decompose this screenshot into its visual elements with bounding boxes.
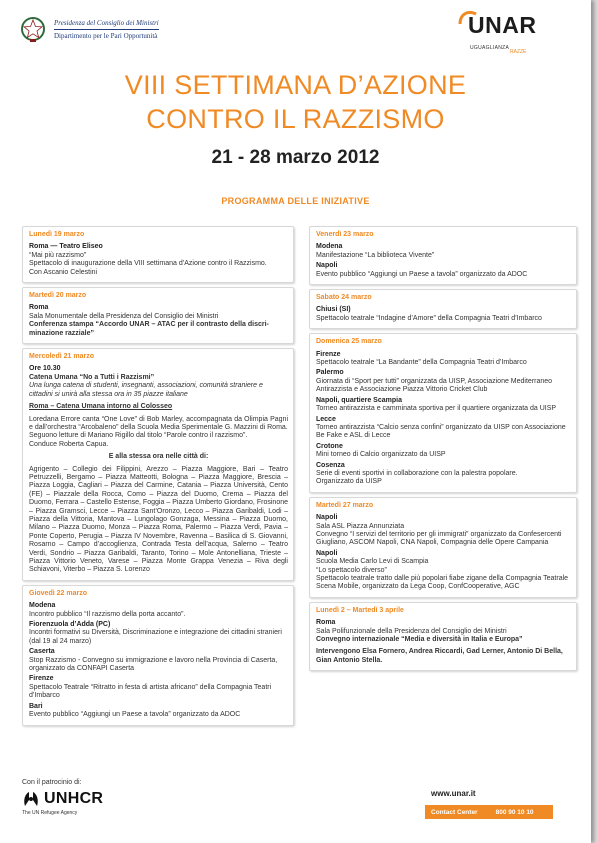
event-text: minazione razziale” bbox=[29, 329, 94, 337]
event-text: Evento pubblico “Aggiungi un Paese a tavola” organizzato da ADOC bbox=[316, 270, 528, 278]
cities-heading: E alla stessa ora nelle città di: bbox=[108, 453, 209, 461]
day-heading: Martedì 27 marzo bbox=[316, 501, 374, 509]
unar-logo bbox=[458, 8, 558, 55]
event-text: Mini torneo di Calcio organizzato da UISP bbox=[316, 451, 446, 459]
event-text: Seguono letture di Mariano Rigillo dal titolo “Parole contro il razzismo”. bbox=[29, 432, 248, 440]
event-place: Modena bbox=[316, 243, 343, 251]
event-place: Napoli bbox=[316, 262, 338, 270]
unar-subtitle: UGUAGLIANZA bbox=[470, 45, 510, 51]
event-text: Intervengono Elsa Fornero, Andrea Riccardi, Gad Lerner, Antonio Di Bella, Gian Antonio Stella. bbox=[316, 648, 563, 664]
gov-line-presidenza: Presidenza del Consiglio dei Ministri bbox=[54, 19, 159, 30]
day-heading: Lunedì 19 marzo bbox=[29, 231, 85, 238]
unhcr-hands-icon bbox=[22, 790, 40, 808]
patronage-label: Con il patrocinio di: bbox=[22, 779, 82, 786]
event-place: Roma — Teatro Eliseo bbox=[29, 243, 103, 251]
event-box-thu22 bbox=[22, 585, 294, 726]
event-text: Incontro pubblico “Il razzismo della porta accanto”. bbox=[29, 610, 186, 618]
event-time: Ore 10.30 bbox=[29, 365, 61, 373]
event-text: Spettacolo teatrale “La Bandante” della Compagnia Teatri d’Imbarco bbox=[316, 359, 527, 367]
event-text: cittadini si unirà alla stessa ora in 35 piazze italiane bbox=[29, 390, 188, 398]
event-text: Spettacolo di inaugurazione della VIII settimana d’Azione contro il Razzismo. bbox=[29, 260, 267, 268]
event-text: Stop Razzismo - Convegno su immigrazione e lavoro nella Provincia di Caserta, organizzato da CONFAPI Caserta bbox=[29, 656, 278, 673]
event-text: Giornata di “Sport per tutti” organizzata da UISP, Associazione Mediterraneo Antirazzista e Associazione Piazza Vittorio Cricket Club bbox=[316, 377, 553, 394]
day-heading: Sabato 24 marzo bbox=[316, 294, 372, 302]
event-place: Napoli bbox=[316, 549, 338, 557]
event-place: Roma bbox=[29, 304, 49, 312]
event-place: Firenze bbox=[29, 675, 54, 683]
event-place: Roma bbox=[316, 619, 336, 627]
programme-heading: PROGRAMMA DELLE INIZIATIVE bbox=[221, 196, 370, 206]
event-place: Napoli bbox=[316, 514, 338, 522]
day-heading: Domenica 25 marzo bbox=[316, 338, 382, 346]
patronage-area bbox=[22, 779, 103, 816]
contact-phone[interactable]: 800 90 10 10 bbox=[495, 808, 534, 816]
event-place: Chiusi (SI) bbox=[316, 306, 351, 314]
event-text: Conduce Roberta Capua. bbox=[29, 440, 109, 448]
event-text: Scuola Media Carlo Levi di Scampia bbox=[316, 558, 429, 566]
event-text: Sala Monumentale della Presidenza del Consiglio dei Ministri bbox=[29, 312, 219, 320]
event-box-tue20 bbox=[22, 287, 294, 344]
event-place: Napoli, quartiere Scampia bbox=[316, 396, 402, 404]
right-column bbox=[309, 226, 577, 675]
event-box-fri23 bbox=[309, 226, 577, 285]
unar-wordmark: UNAR bbox=[468, 12, 537, 38]
event-box-sun25 bbox=[309, 333, 577, 493]
event-text: Spettacolo Teatrale “Ritratto in festa di artista africano” della Compagnia Teatri d’Imbarco bbox=[29, 683, 272, 700]
event-text: Una lunga catena di studenti, insegnanti, associazioni, comunità straniere e bbox=[29, 382, 263, 390]
event-text: Organizzato da UISP bbox=[316, 478, 382, 486]
gov-line-dipartimento: Dipartimento per le Pari Opportunità bbox=[54, 31, 158, 40]
event-text: “Lo spettacolo diverso” bbox=[316, 566, 387, 574]
event-title: Catena Umana “No a Tutti i Razzismi” bbox=[29, 373, 155, 381]
event-box-apr2-3 bbox=[309, 602, 577, 671]
event-box-wed21 bbox=[22, 348, 294, 581]
contact-label: Contact Center bbox=[431, 808, 478, 816]
event-place: Bari bbox=[29, 702, 43, 710]
event-place: Cosenza bbox=[316, 461, 345, 469]
event-text: Sala Polifunzionale della Presidenza del Consiglio dei Ministri bbox=[316, 627, 507, 635]
day-heading: Mercoledì 21 marzo bbox=[29, 353, 94, 361]
event-text: Torneo antirazzista “Calcio senza confini” organizzato da UISP con Associazione Be Fake e ASL di Lecce bbox=[316, 423, 566, 440]
event-place: Palermo bbox=[316, 369, 344, 377]
event-box-sat24 bbox=[309, 289, 577, 329]
day-heading: Venerdì 23 marzo bbox=[316, 231, 374, 238]
event-text: Torneo antirazzista e camminata sportiva per il quartiere organizzata da UISP bbox=[316, 405, 557, 413]
main-title-line1: VIII SETTIMANA D’AZIONE bbox=[124, 70, 467, 100]
contact-center-banner bbox=[425, 805, 553, 819]
event-place: Crotone bbox=[316, 442, 343, 450]
italian-emblem-icon bbox=[20, 14, 46, 44]
event-text: Evento pubblico “Aggiungi un Paese a tavola” organizzato da ADOC bbox=[29, 711, 241, 719]
day-heading: Lunedì 2 – Martedì 3 aprile bbox=[316, 606, 404, 614]
event-text: “Mai più razzismo” bbox=[29, 251, 87, 259]
event-dates: 21 - 28 marzo 2012 bbox=[211, 147, 380, 168]
event-place: Lecce bbox=[316, 415, 336, 423]
unhcr-wordmark: UNHCR bbox=[44, 790, 104, 807]
left-column bbox=[22, 226, 294, 730]
event-place: Caserta bbox=[29, 648, 55, 656]
event-place: Fiorenzuola d’Adda (PC) bbox=[29, 621, 111, 629]
event-box-mon19 bbox=[22, 226, 294, 283]
event-box-tue27 bbox=[309, 497, 577, 598]
event-text: Sala ASL Piazza Annunziata bbox=[316, 522, 405, 530]
event-text: Con Ascanio Celestini bbox=[29, 268, 98, 276]
event-place: Roma – Catena Umana intorno al Colosseo bbox=[29, 403, 173, 411]
event-text: Spettacolo teatrale tratto dalle più popolari fiabe zigane della Compagnia Teatrale Scena Mobile, organizzato da Lega Coop, ConfCooperative, AGC bbox=[316, 575, 569, 591]
main-title-line2: CONTRO IL RAZZISMO bbox=[146, 104, 445, 134]
event-text: Convegno “I servizi del territorio per gli immigrati” organizzato da Confesercenti Giugliano, ASCOM Napoli, CNA Napoli, Compagnia delle Opere Campania bbox=[316, 530, 562, 547]
event-text: Incontri formativi su Diversità, Discriminazione e integrazione dei cittadini stranieri (dal 19 al 24 marzo) bbox=[29, 629, 282, 645]
event-place: Modena bbox=[29, 602, 56, 610]
event-text: Serie di eventi sportivi in collaborazione con la palestra popolare. bbox=[316, 469, 518, 477]
unar-subtitle-2: RAZZE bbox=[510, 49, 527, 55]
website-link[interactable]: www.unar.it bbox=[431, 789, 476, 798]
event-text: Spettacolo teatrale “Indagine d’Amore” della Compagnia Teatri d’Imbarco bbox=[316, 314, 542, 322]
unhcr-logo bbox=[22, 790, 103, 808]
event-text: Convegno internazionale “Media e diversità in Italia e Europa” bbox=[316, 636, 523, 644]
event-text: Conferenza stampa “Accordo UNAR – ATAC per il contrasto della discri- bbox=[29, 321, 269, 329]
cities-list: Agrigento – Collegio dei Filippini, Arezzo – Piazza Maggiore, Bari – Teatro Petruzzelli, Bergamo – Piazza Matteotti, Bologna – Piazza Maggiore, Brescia – Piazza Loggia, Cagliari – Piazza del Carmine, Catania – Piazza Università, Cento (FE) – Piazzale della Rocca, Como – Piazza del Duomo, Crema – Piazza del Duomo, Ferrara – Castello Estense, Foggia – Piazza Umberto Giordano, Frosinone – Piazza Gramsci, Lecce – Piazza Sant’Oronzo, Lecco – Piazza Garibaldi, Lodi – Piazza della Vittoria, Mantova – Lungolago Gonzaga, Messina – Piazza Duomo, Milano – Piazza Duomo, Monza – Piazza Roma, Palermo – Piazza Verdi, Pavia – Ponte Coperto, Perugia – Piazza IV Novembre, Ravenna – Basilica di S. Giovanni, Rosarno – Campo d’accoglienza, Contrada Testa dell’acqua, Salerno – Teatro Verdi, Sondrio – Piazza Garibaldi, Taranto, Torino – Mole Antonelliana, Trieste – Piazza Vittorio Veneto, Varese – Piazza Monte Grappa Venezia – Riva degli Schiavoni, Viterbo – Piazza S. Lorenzo bbox=[29, 465, 288, 574]
day-heading: Giovedì 22 marzo bbox=[29, 589, 87, 597]
event-text: Manifestazione “La biblioteca Vivente” bbox=[316, 251, 435, 259]
event-text: Loredana Errore canta “One Love” di Bob Marley, accompagnata da Olimpia Pagni e dall’orchestra “Arcobaleno” della Scuola Media Sperimentale G. Mazzini di Roma. bbox=[29, 415, 288, 431]
day-heading: Martedì 20 marzo bbox=[29, 292, 87, 300]
government-header bbox=[20, 14, 159, 44]
event-place: Firenze bbox=[316, 350, 341, 358]
unhcr-subtitle: The UN Refugee Agency bbox=[22, 810, 78, 816]
